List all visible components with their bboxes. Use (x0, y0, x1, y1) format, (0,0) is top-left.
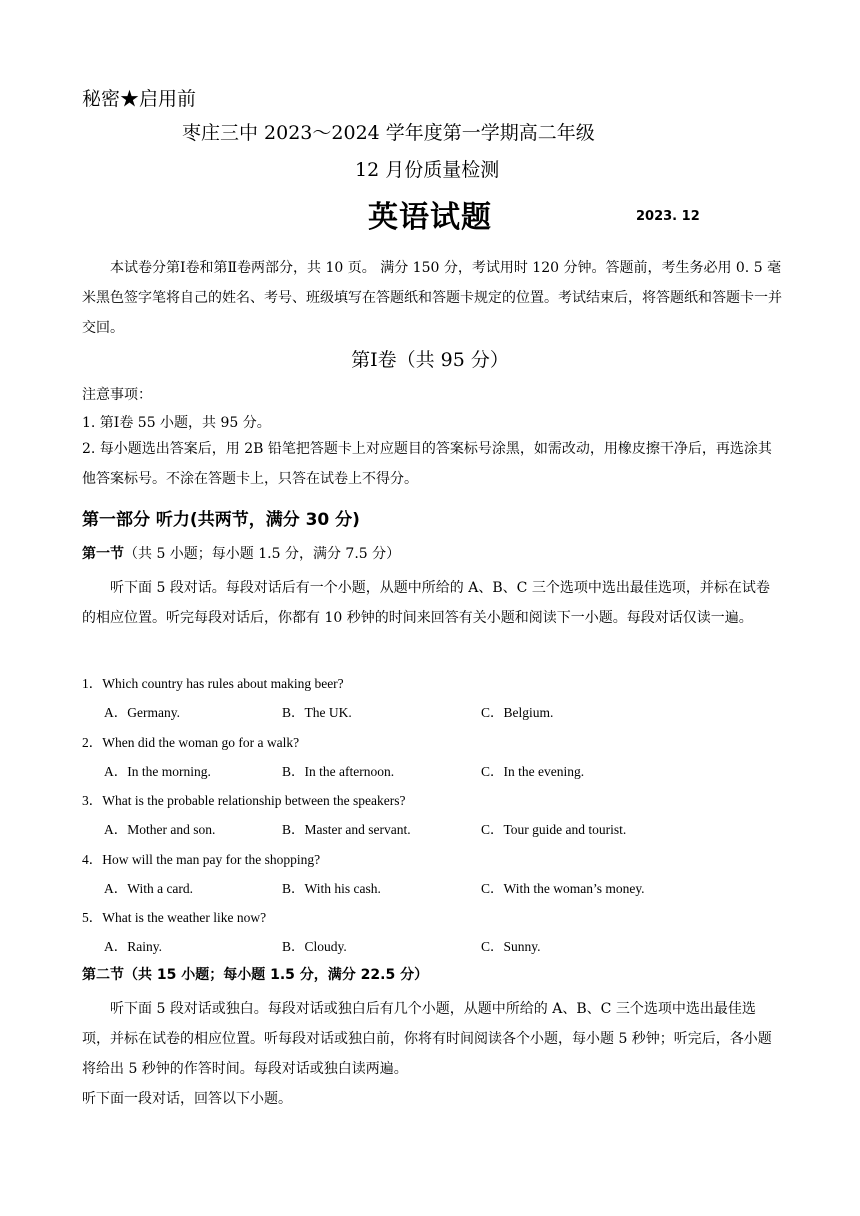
exam-month-line: 12 月份质量检测 (355, 159, 500, 181)
option-c: C．In the evening. (481, 764, 585, 779)
intro-paragraph: 本试卷分第Ⅰ卷和第Ⅱ卷两部分，共 10 页。 满分 150 分，考试用时 120 分钟。答题前，考生务必用 0. 5 毫米黑色签字笔将自己的姓名、考号、班级填写在答题纸和答题卡规定的位置。考试结束后，将答题纸和答题卡一并交回。 (82, 260, 782, 336)
option-a: A．Rainy. (104, 939, 162, 954)
option-c: C．Tour guide and tourist. (481, 822, 627, 837)
option-b: B．Master and servant. (282, 822, 411, 837)
section1-instructions: 听下面 5 段对话。每段对话后有一个小题，从题中所给的 A、B、C 三个选项中选出最佳选项，并标在试卷的相应位置。听完每段对话后，你都有 10 秒钟的时间来回答有关小题和阅读下一小题。每段对话仅读一遍。 (82, 580, 770, 626)
part1-title: 第一部分 听力(共两节，满分 30 分) (82, 510, 360, 530)
option-a: A．With a card. (104, 881, 194, 896)
option-c: C．Sunny. (481, 939, 541, 954)
section1-heading-bold: 第一节 (82, 546, 124, 562)
option-a: A．Mother and son. (104, 822, 216, 837)
option-c: C．Belgium. (481, 705, 554, 720)
section1-heading-rest: （共 5 小题；每小题 1.5 分，满分 7.5 分） (124, 546, 401, 562)
confidential-label: 秘密★启用前 (82, 88, 197, 110)
question-stem: 1．Which country has rules about making beer? (82, 676, 344, 691)
volume1-title: 第Ⅰ卷（共 95 分） (351, 349, 509, 371)
listen-prompt: 听下面一段对话，回答以下小题。 (82, 1091, 292, 1107)
section2-instructions: 听下面 5 段对话或独白。每段对话或独白后有几个小题，从题中所给的 A、B、C 三个选项中选出最佳选项，并标在试卷的相应位置。听每段对话或独白前，你将有时间阅读各个小题，每小题 5 秒钟；听完后，各小题将给出 5 秒钟的作答时间。每段对话或独白读两遍。 (82, 1001, 772, 1077)
option-b: B．In the afternoon. (282, 764, 395, 779)
paper-title: 英语试题 (368, 200, 492, 235)
question-stem: 5．What is the weather like now? (82, 910, 267, 925)
section1-heading (82, 543, 400, 563)
question-stem: 2．When did the woman go for a walk? (82, 735, 300, 750)
notice-heading: 注意事项： (82, 387, 152, 403)
option-b: B．With his cash. (282, 881, 381, 896)
option-a: A．Germany. (104, 705, 180, 720)
option-a: A．In the morning. (104, 764, 211, 779)
question-stem: 3．What is the probable relationship between the speakers? (82, 793, 406, 808)
option-b: B．The UK. (282, 705, 352, 720)
section2-heading: 第二节（共 15 小题；每小题 1.5 分，满分 22.5 分） (82, 967, 429, 983)
question-stem: 4．How will the man pay for the shopping? (82, 852, 321, 867)
school-line: 枣庄三中 2023～2024 学年度第一学期高二年级 (182, 122, 595, 144)
notice-item-2: 2. 每小题选出答案后，用 2B 铅笔把答题卡上对应题目的答案标号涂黑，如需改动，用橡皮擦干净后，再选涂其他答案标号。不涂在答题卡上，只答在试卷上不得分。 (82, 441, 772, 487)
option-b: B．Cloudy. (282, 939, 347, 954)
option-c: C．With the woman’s money. (481, 881, 645, 896)
exam-date: 2023. 12 (636, 209, 700, 224)
notice-item-1: 1. 第Ⅰ卷 55 小题，共 95 分。 (82, 415, 271, 431)
